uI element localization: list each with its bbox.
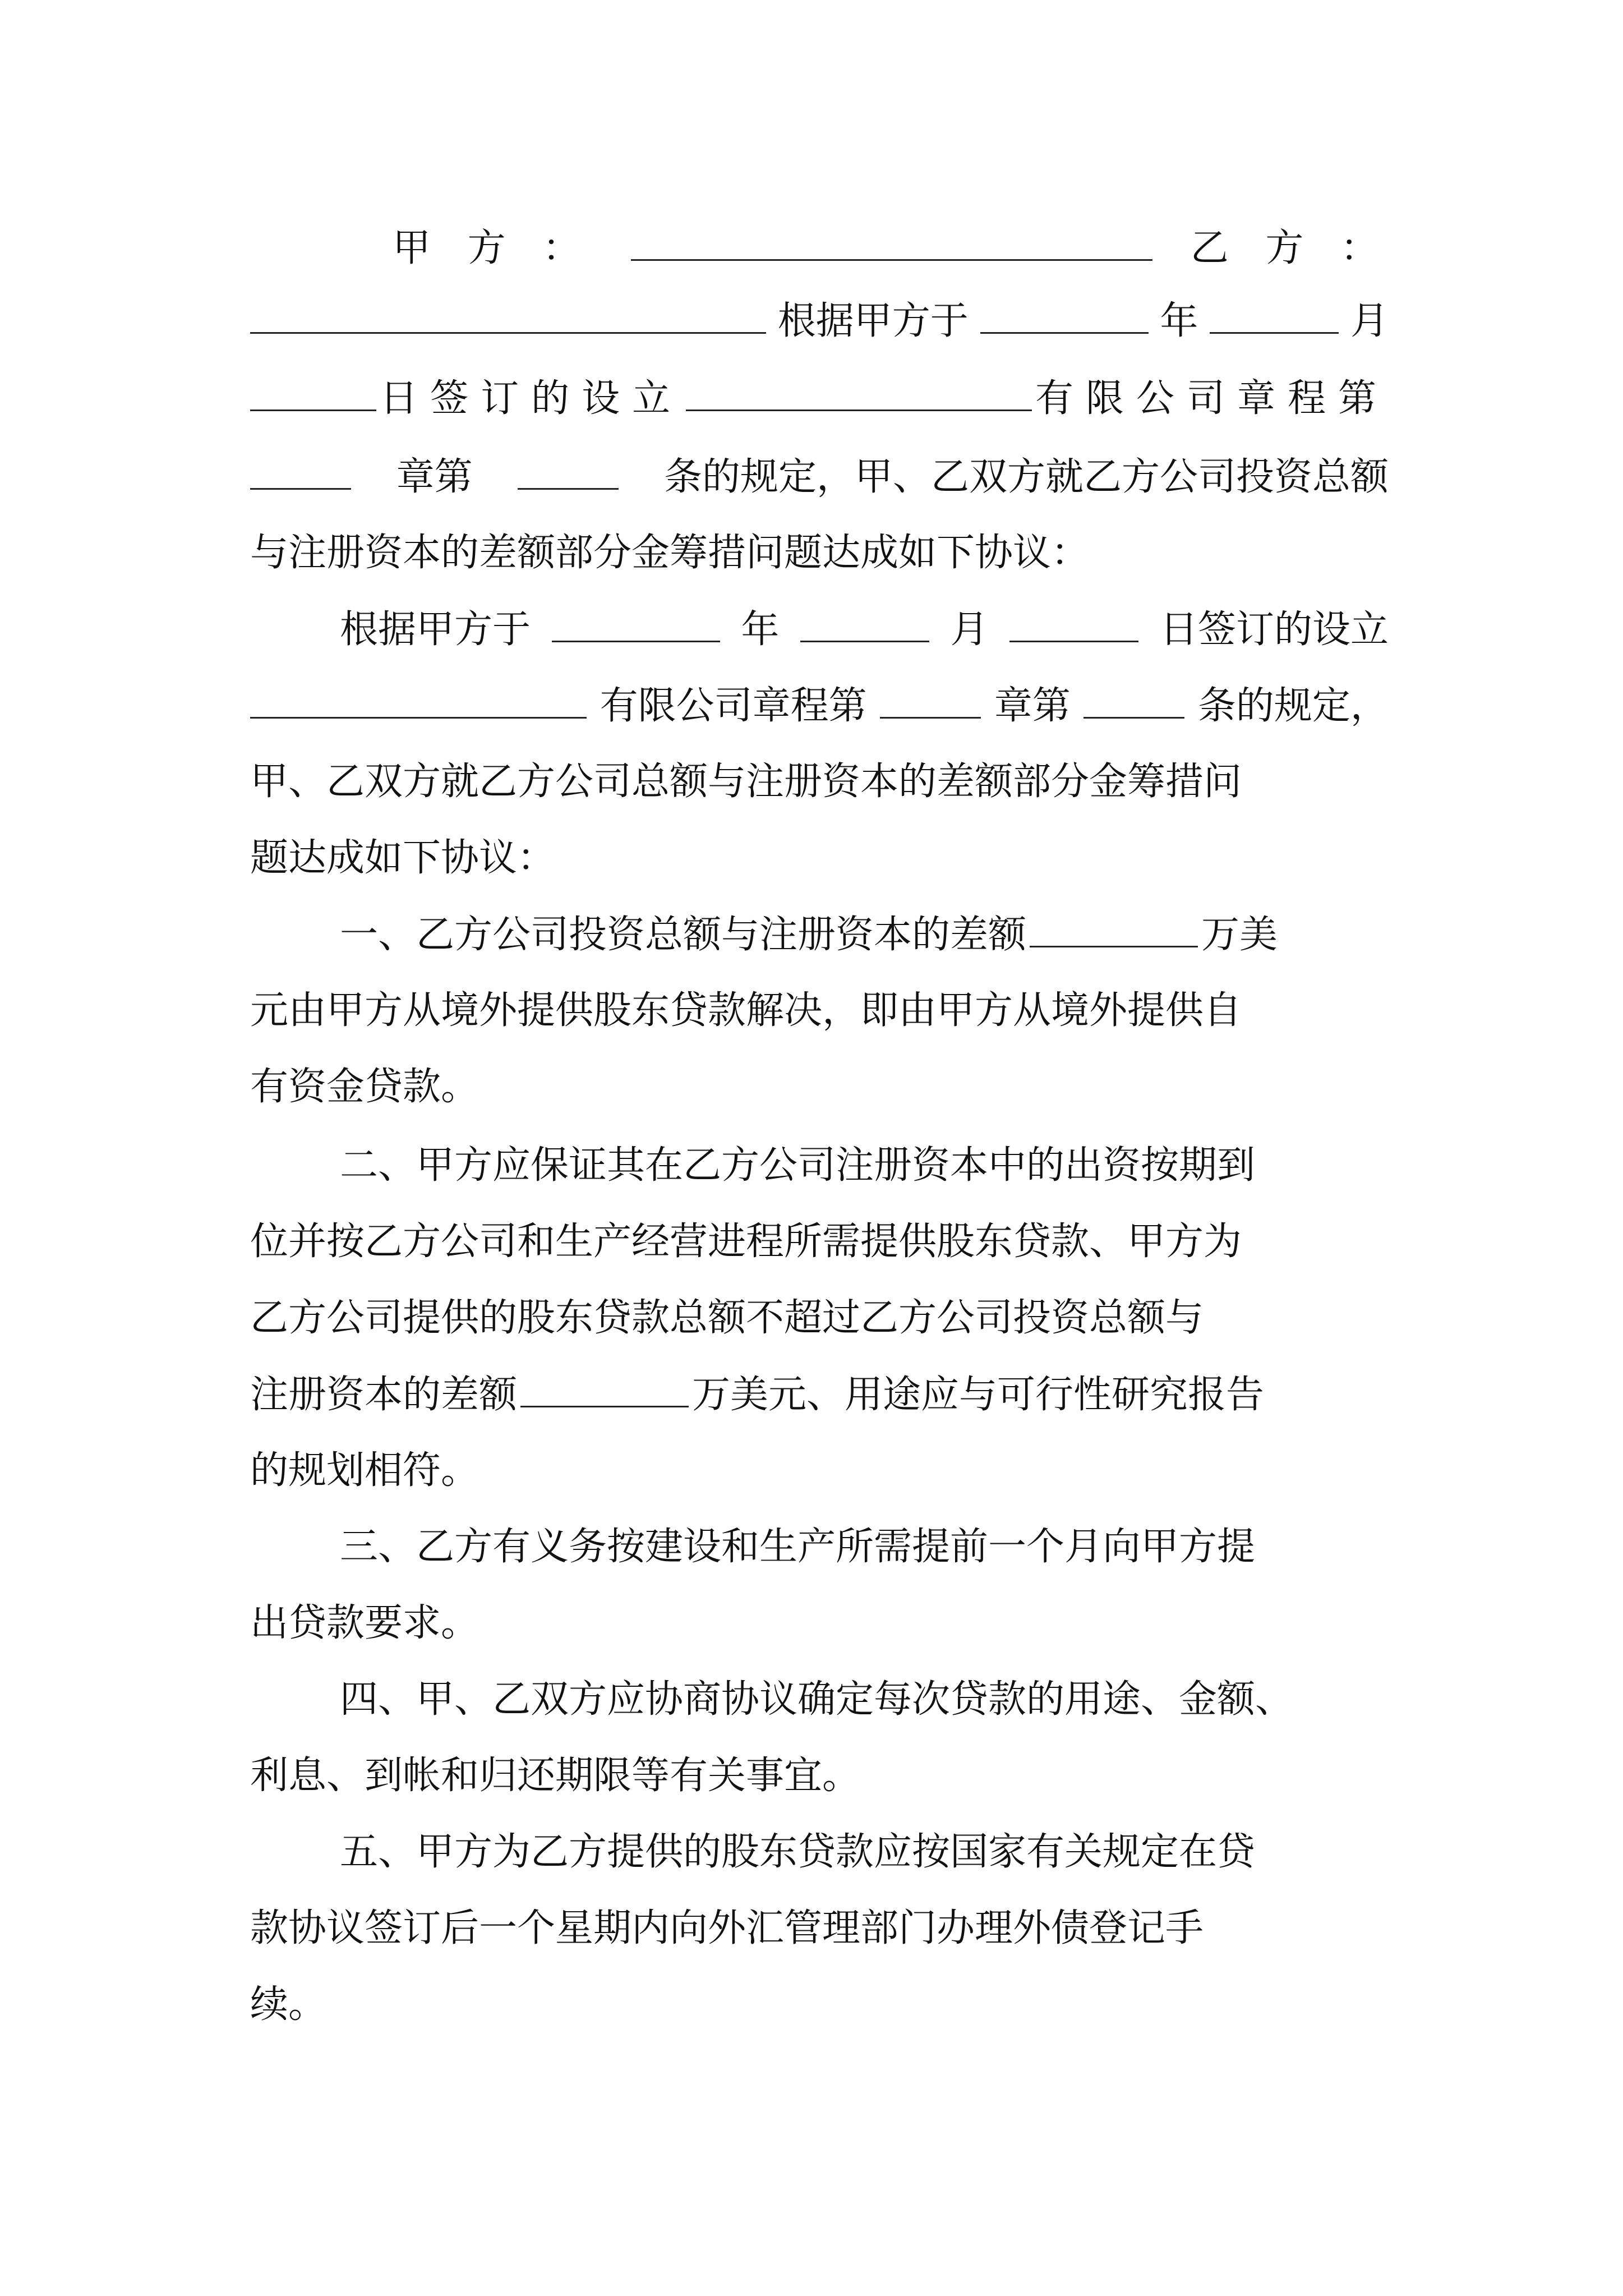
para2-year: 年	[741, 608, 780, 652]
para2-text-a: 根据甲方于	[340, 608, 531, 652]
intro-text: 根据甲方于	[777, 299, 969, 343]
clause1-amount-blank	[1030, 907, 1198, 947]
clause1-text-a: 一、乙方公司投资总额与注册资本的差额	[340, 913, 1027, 957]
para2-day: 日签订的设立	[1159, 608, 1389, 652]
clause2-amount-blank	[520, 1366, 689, 1407]
clause3-text-2: 出贷款要求。	[250, 1601, 479, 1645]
party-a-label: 甲 方 ：	[393, 226, 593, 270]
company-label: 有限公司章程第	[1035, 376, 1389, 421]
party-a-blank	[631, 220, 1152, 261]
clause2-text-4b: 万美元、用途应与可行性研究报告	[692, 1373, 1265, 1417]
day-blank	[250, 370, 376, 411]
month-label: 月	[1350, 299, 1389, 343]
party-b-blank	[250, 293, 766, 334]
para2-line-2	[250, 678, 1389, 734]
para2-month-blank	[800, 601, 929, 642]
clause2-text-4a: 注册资本的差额	[250, 1373, 518, 1417]
clause5-text-1: 五、甲方为乙方提供的股东贷款应按国家有关规定在贷	[340, 1830, 1256, 1874]
clause4-text-2: 利息、到帐和归还期限等有关事宜。	[250, 1754, 861, 1798]
chapter-label: 章第	[396, 455, 473, 499]
article-text: 条的规定，甲、乙双方就乙方公司投资总额	[663, 455, 1389, 499]
clause4-line-1	[340, 1672, 1389, 1728]
intro-conclusion: 与注册资本的差额部分金筹措问题达成如下协议：	[250, 531, 1090, 575]
clause2-line-5	[250, 1443, 1389, 1499]
para2-article-blank	[1083, 678, 1184, 719]
intro-line-4	[250, 449, 1389, 505]
clause5-line-2	[250, 1901, 1389, 1957]
intro-line-2	[250, 293, 1389, 349]
clause2-text-2: 位并按乙方公司和生产经营进程所需提供股东贷款、甲方为	[250, 1220, 1242, 1264]
clause2-text-5: 的规划相符。	[250, 1448, 479, 1493]
year-label: 年	[1160, 299, 1198, 343]
para2-month: 月	[950, 608, 989, 652]
clause3-text-1: 三、乙方有义务按建设和生产所需提前一个月向甲方提	[340, 1525, 1256, 1569]
intro-line-5	[250, 525, 1389, 581]
para2-line-1	[340, 601, 1389, 657]
chapter-blank	[250, 449, 351, 490]
clause4-text-1: 四、甲、乙双方应协商协议确定每次贷款的用途、金额、	[340, 1677, 1294, 1722]
clause2-line-2	[250, 1214, 1389, 1270]
para2-chapter-blank	[880, 678, 981, 719]
para2-year-blank	[552, 601, 720, 642]
year-blank	[980, 293, 1149, 334]
para2-article: 条的规定，	[1197, 684, 1389, 728]
para2-chapter: 章第	[994, 684, 1071, 728]
clause1-text-3: 有资金贷款。	[250, 1065, 479, 1109]
clause1-line-3	[250, 1059, 1389, 1115]
clause3-line-1	[340, 1519, 1389, 1575]
clause3-line-2	[250, 1595, 1389, 1651]
clause1-text-2: 元由甲方从境外提供股东贷款解决，即由甲方从境外提供自	[250, 988, 1242, 1033]
para2-day-blank	[1009, 601, 1138, 642]
clause5-line-3	[250, 1977, 1389, 2033]
clause5-text-2: 款协议签订后一个星期内向外汇管理部门办理外债登记手	[250, 1906, 1204, 1950]
clause2-line-1	[340, 1138, 1389, 1194]
para2-line-4	[250, 830, 1389, 886]
company-blank	[686, 370, 1032, 411]
clause2-text-1: 二、甲方应保证其在乙方公司注册资本中的出资按期到	[340, 1143, 1256, 1188]
month-blank	[1210, 293, 1339, 334]
intro-line-3	[250, 370, 1389, 426]
para2-company: 有限公司章程第	[600, 684, 867, 728]
party-b-label: 乙 方 ：	[1190, 226, 1391, 270]
para2-text-4: 题达成如下协议：	[250, 836, 556, 880]
para2-company-blank	[250, 678, 587, 719]
clause2-line-4	[250, 1366, 1389, 1423]
clause1-text-b: 万美	[1201, 913, 1278, 957]
clause1-line-1	[340, 907, 1389, 963]
clause5-line-1	[340, 1824, 1389, 1880]
para2-text-3: 甲、乙双方就乙方公司总额与注册资本的差额部分金筹措问	[250, 760, 1242, 804]
clause1-line-2	[250, 983, 1389, 1039]
day-label: 日签订的设立	[380, 376, 683, 421]
parties-line	[393, 220, 1391, 276]
clause2-line-3	[250, 1290, 1389, 1346]
clause5-text-3: 续。	[250, 1982, 327, 2027]
article-blank	[518, 449, 619, 490]
clause2-text-3: 乙方公司提供的股东贷款总额不超过乙方公司投资总额与	[250, 1296, 1204, 1340]
clause4-line-2	[250, 1748, 1389, 1804]
para2-line-3	[250, 754, 1389, 810]
